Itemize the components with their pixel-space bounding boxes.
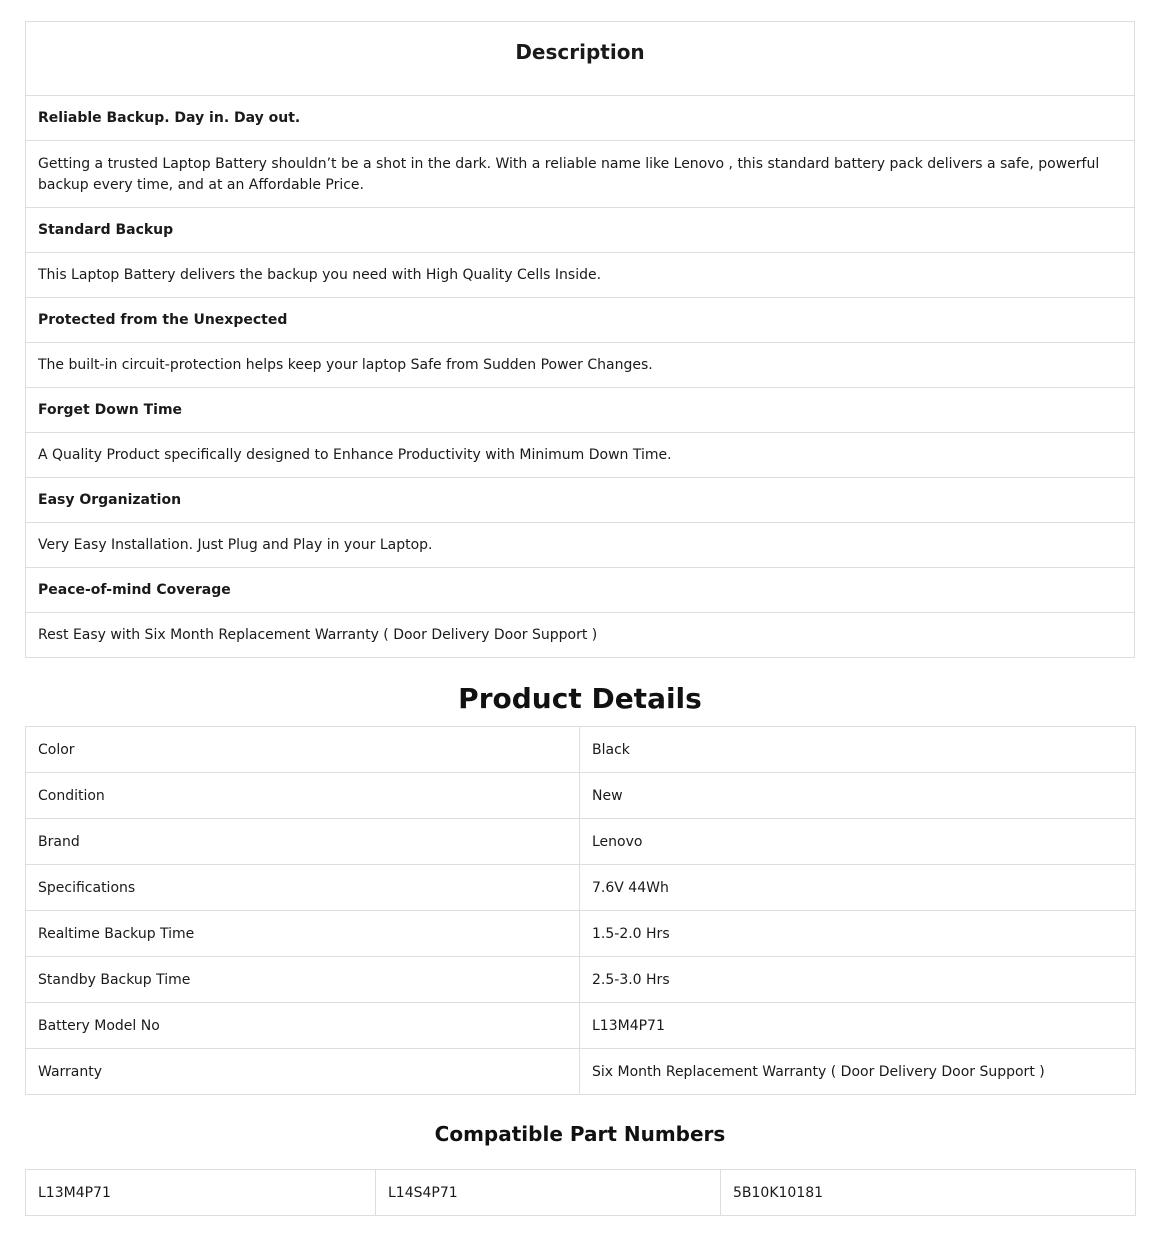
part-number: 5B10K10181: [721, 1170, 1136, 1216]
detail-row-specifications: [26, 865, 1136, 911]
description-heading: Protected from the Unexpected: [26, 298, 1135, 343]
detail-value: 1.5-2.0 Hrs: [580, 911, 1136, 957]
description-text: This Laptop Battery delivers the backup you need with High Quality Cells Inside.: [26, 253, 1135, 298]
description-row: [26, 253, 1135, 298]
detail-row-color: [26, 727, 1136, 773]
description-row: [26, 523, 1135, 568]
detail-label: Standby Backup Time: [26, 957, 580, 1003]
description-row: [26, 343, 1135, 388]
description-text: A Quality Product specifically designed to Enhance Productivity with Minimum Down Time.: [26, 433, 1135, 478]
description-heading: Reliable Backup. Day in. Day out.: [26, 96, 1135, 141]
compatible-parts-table: [25, 1169, 1136, 1216]
description-row: [26, 478, 1135, 523]
part-number: L14S4P71: [376, 1170, 721, 1216]
description-text: The built-in circuit-protection helps keep your laptop Safe from Sudden Power Changes.: [26, 343, 1135, 388]
detail-value: Six Month Replacement Warranty ( Door Delivery Door Support ): [580, 1049, 1136, 1095]
description-title: [26, 22, 1135, 96]
description-title-text: Description: [515, 39, 645, 64]
detail-row-warranty: [26, 1049, 1136, 1095]
detail-label: Warranty: [26, 1049, 580, 1095]
product-details-table: [25, 726, 1136, 1095]
detail-label: Condition: [26, 773, 580, 819]
description-row: [26, 208, 1135, 253]
description-row: [26, 388, 1135, 433]
detail-value: New: [580, 773, 1136, 819]
product-details-title: Product Details: [458, 682, 702, 715]
description-row: [26, 141, 1135, 208]
detail-label: Color: [26, 727, 580, 773]
detail-row-standby-backup: [26, 957, 1136, 1003]
description-heading: Forget Down Time: [26, 388, 1135, 433]
compatible-parts-title: Compatible Part Numbers: [434, 1122, 726, 1146]
description-heading: Easy Organization: [26, 478, 1135, 523]
description-row: [26, 433, 1135, 478]
content-wrapper: [25, 21, 1135, 1216]
compatible-parts-row: [26, 1170, 1136, 1216]
description-row: [26, 568, 1135, 613]
detail-row-battery-model: [26, 1003, 1136, 1049]
description-text: Rest Easy with Six Month Replacement Warranty ( Door Delivery Door Support ): [26, 613, 1135, 658]
detail-label: Battery Model No: [26, 1003, 580, 1049]
description-table: [25, 21, 1135, 658]
description-row: [26, 96, 1135, 141]
description-header-row: [26, 22, 1135, 96]
detail-label: Specifications: [26, 865, 580, 911]
detail-row-realtime-backup: [26, 911, 1136, 957]
detail-value: L13M4P71: [580, 1003, 1136, 1049]
description-text: Getting a trusted Laptop Battery shouldn’t be a shot in the dark. With a reliable name like Lenovo , this standard battery pack delivers a safe, powerful backup every time, and at an Affordable Price.: [26, 141, 1135, 208]
detail-row-brand: [26, 819, 1136, 865]
description-row: [26, 298, 1135, 343]
detail-value: 7.6V 44Wh: [580, 865, 1136, 911]
description-text: Very Easy Installation. Just Plug and Play in your Laptop.: [26, 523, 1135, 568]
detail-value: Lenovo: [580, 819, 1136, 865]
description-row: [26, 613, 1135, 658]
part-number: L13M4P71: [26, 1170, 376, 1216]
description-heading: Peace-of-mind Coverage: [26, 568, 1135, 613]
detail-value: 2.5-3.0 Hrs: [580, 957, 1136, 1003]
description-heading: Standard Backup: [26, 208, 1135, 253]
detail-value: Black: [580, 727, 1136, 773]
detail-label: Brand: [26, 819, 580, 865]
detail-label: Realtime Backup Time: [26, 911, 580, 957]
detail-row-condition: [26, 773, 1136, 819]
